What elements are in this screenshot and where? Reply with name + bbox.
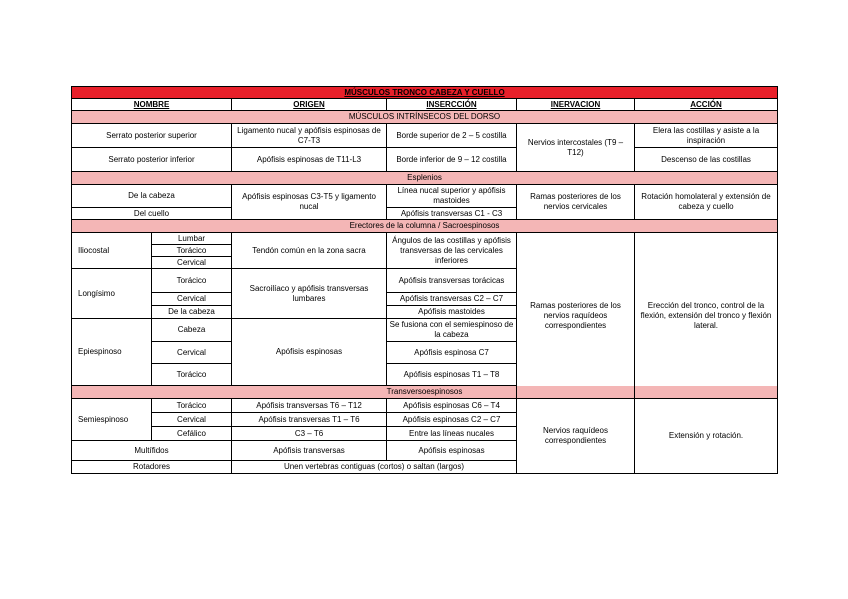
- table-title: MÚSCULOS TRONCO CABEZA Y CUELLO: [72, 87, 778, 99]
- erectores-accion: Erección del tronco, control de la flexión, extensión del tronco y flexión lateral.: [635, 233, 778, 399]
- iliocostal-insercion: Ángulos de las costillas y apófisis transversas de las cervicales inferiores: [387, 233, 517, 269]
- rotadores-desc: Unen vertebras contiguas (cortos) o saltan (largos): [232, 461, 517, 474]
- semiespinoso-ins-cervical: Apófisis espinosas C2 – C7: [387, 413, 517, 427]
- table-row: [72, 124, 778, 148]
- longisimo-ins-cabeza: Apófisis mastoides: [387, 306, 517, 319]
- serrato-inervacion: Nervios intercostales (T9 – T12): [517, 124, 635, 172]
- semiespinoso-cefalico: Cefálico: [152, 427, 232, 441]
- table-row: [72, 233, 778, 245]
- epiespinoso-ins-cervical: Apófisis espinosa C7: [387, 342, 517, 364]
- semiespinoso-or-cervical: Apófisis transversas T1 – T6: [232, 413, 387, 427]
- header-row: [72, 99, 778, 111]
- longisimo-cervical: Cervical: [152, 293, 232, 306]
- esplenio-ins-cabeza: Línea nucal superior y apófisis mastoides: [387, 185, 517, 208]
- header-inervacion: INERVACION: [517, 99, 635, 111]
- title-row: [72, 87, 778, 99]
- transverso-accion: Extensión y rotación.: [635, 399, 778, 474]
- serrato-inf-insercion: Borde inferior de 9 – 12 costilla: [387, 148, 517, 172]
- rotadores-nombre: Rotadores: [72, 461, 232, 474]
- erectores-inervacion: Ramas posteriores de los nervios raquídeos correspondientes: [517, 233, 635, 399]
- semiespinoso-cervical: Cervical: [152, 413, 232, 427]
- esplenio-ins-cuello: Apófisis transversas C1 - C3: [387, 208, 517, 220]
- serrato-inf-nombre: Serrato posterior inferior: [72, 148, 232, 172]
- epiespinoso-nombre: Epiespinoso: [72, 319, 152, 386]
- serrato-sup-origen: Ligamento nucal y apófisis espinosas de C7-T3: [232, 124, 387, 148]
- serrato-sup-accion: Elera las costillas y asiste a la inspiración: [635, 124, 778, 148]
- muscles-table: [71, 86, 778, 474]
- longisimo-cabeza: De la cabeza: [152, 306, 232, 319]
- esplenio-cabeza: De la cabeza: [72, 185, 232, 208]
- section-erectores: Erectores de la columna / Sacroespinosos: [72, 220, 778, 233]
- iliocostal-cervical: Cervical: [152, 257, 232, 269]
- section-row: [72, 386, 778, 399]
- semiespinoso-ins-toracico: Apófisis espinosas C6 – T4: [387, 399, 517, 413]
- serrato-sup-insercion: Borde superior de 2 – 5 costilla: [387, 124, 517, 148]
- epiespinoso-ins-toracico: Apófisis espinosas T1 – T8: [387, 364, 517, 386]
- esplenio-inervacion: Ramas posteriores de los nervios cervicales: [517, 185, 635, 220]
- serrato-inf-origen: Apófisis espinosas de T11-L3: [232, 148, 387, 172]
- header-accion: ACCIÓN: [635, 99, 778, 111]
- epiespinoso-origen: Apófisis espinosas: [232, 319, 387, 386]
- semiespinoso-nombre: Semiespinoso: [72, 399, 152, 441]
- longisimo-ins-toracico: Apófisis transversas torácicas: [387, 269, 517, 293]
- section-row: [72, 172, 778, 185]
- longisimo-origen: Sacroilíaco y apófisis transversas lumbares: [232, 269, 387, 319]
- multifidos-origen: Apófisis transversas: [232, 441, 387, 461]
- section-intrinsecos: MÚSCULOS INTRÍNSECOS DEL DORSO: [72, 111, 778, 124]
- section-esplenios: Esplenios: [72, 172, 778, 185]
- esplenio-accion: Rotación homolateral y extensión de cabeza y cuello: [635, 185, 778, 220]
- iliocostal-lumbar: Lumbar: [152, 233, 232, 245]
- header-origen: ORIGEN: [232, 99, 387, 111]
- longisimo-nombre: Longísimo: [72, 269, 152, 319]
- semiespinoso-toracico: Torácico: [152, 399, 232, 413]
- header-nombre: NOMBRE: [72, 99, 232, 111]
- section-row: [72, 220, 778, 233]
- epiespinoso-cabeza: Cabeza: [152, 319, 232, 342]
- esplenio-origen: Apófisis espinosas C3-T5 y ligamento nucal: [232, 185, 387, 220]
- epiespinoso-toracico: Torácico: [152, 364, 232, 386]
- header-insercion: INSERCCIÓN: [387, 99, 517, 111]
- longisimo-toracico: Torácico: [152, 269, 232, 293]
- serrato-inf-accion: Descenso de las costillas: [635, 148, 778, 172]
- transverso-inervacion: Nervios raquídeos correspondientes: [517, 399, 635, 474]
- semiespinoso-or-toracico: Apófisis transversas T6 – T12: [232, 399, 387, 413]
- section-transverso: Transversoespinosos: [72, 386, 778, 399]
- table-row: [72, 148, 778, 172]
- table-row: [72, 185, 778, 208]
- serrato-sup-nombre: Serrato posterior superior: [72, 124, 232, 148]
- multifidos-nombre: Multífidos: [72, 441, 232, 461]
- iliocostal-toracico: Torácico: [152, 245, 232, 257]
- epiespinoso-ins-cabeza: Se fusiona con el semiespinoso de la cabeza: [387, 319, 517, 342]
- esplenio-cuello: Del cuello: [72, 208, 232, 220]
- longisimo-ins-cervical: Apófisis transversas C2 – C7: [387, 293, 517, 306]
- iliocostal-origen: Tendón común en la zona sacra: [232, 233, 387, 269]
- multifidos-insercion: Apófisis espinosas: [387, 441, 517, 461]
- epiespinoso-cervical: Cervical: [152, 342, 232, 364]
- section-row: [72, 111, 778, 124]
- table-row: [72, 399, 778, 413]
- semiespinoso-or-cefalico: C3 – T6: [232, 427, 387, 441]
- semiespinoso-ins-cefalico: Entre las líneas nucales: [387, 427, 517, 441]
- iliocostal-nombre: Iliocostal: [72, 233, 152, 269]
